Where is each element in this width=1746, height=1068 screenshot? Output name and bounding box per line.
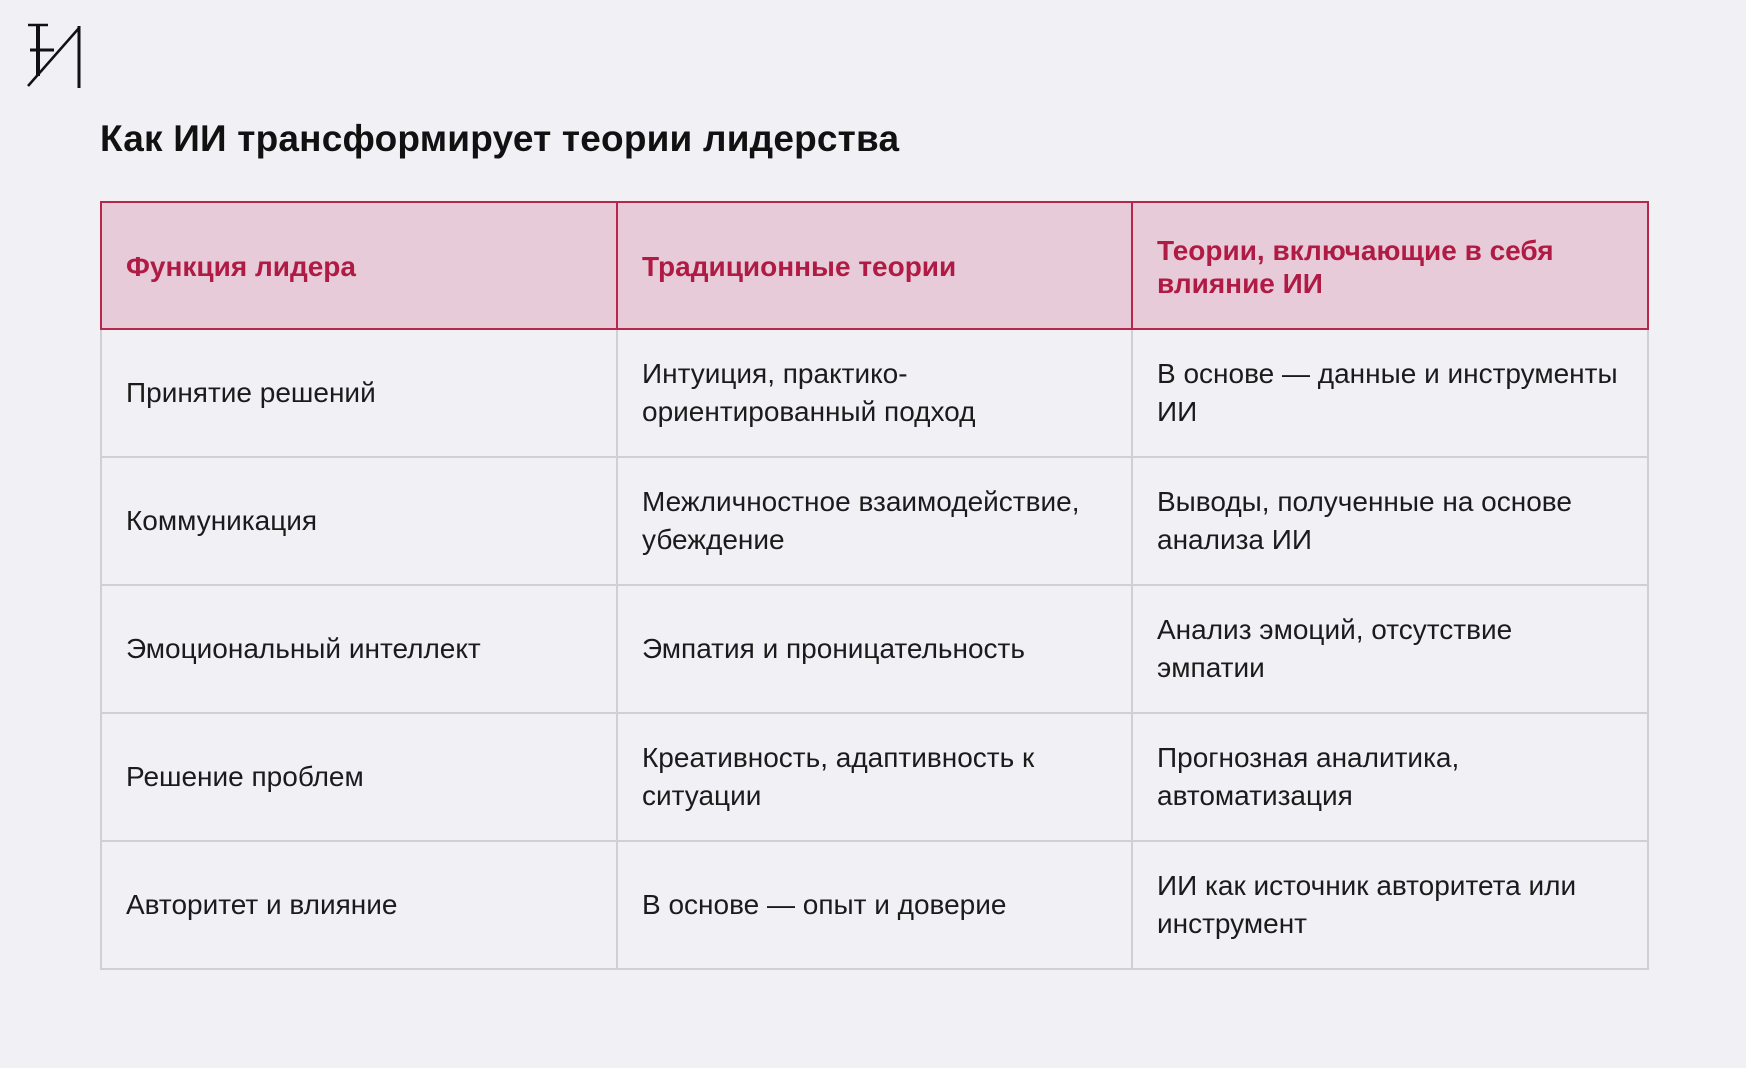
table-cell-function: Авторитет и влияние: [101, 841, 617, 969]
table-cell-traditional: Креативность, адаптивность к ситуации: [617, 713, 1132, 841]
table-cell-ai: Анализ эмоций, отсутствие эмпатии: [1132, 585, 1648, 713]
comparison-table-container: [100, 201, 1647, 970]
table-row: [101, 457, 1648, 585]
column-header-ai-theories: Теории, включающие в себя влияние ИИ: [1132, 202, 1648, 329]
table-cell-ai: Выводы, полученные на основе анализа ИИ: [1132, 457, 1648, 585]
brand-monogram-logo-icon: [24, 22, 88, 92]
table-cell-function: Принятие решений: [101, 329, 617, 457]
table-cell-function: Коммуникация: [101, 457, 617, 585]
table-cell-function: Решение проблем: [101, 713, 617, 841]
brand-logo: [24, 22, 88, 92]
table-row: [101, 329, 1648, 457]
column-header-traditional-theories: Традиционные теории: [617, 202, 1132, 329]
table-cell-ai: Прогнозная аналитика, автоматизация: [1132, 713, 1648, 841]
table-cell-traditional: Эмпатия и проницательность: [617, 585, 1132, 713]
table-cell-traditional: Межличностное взаимодействие, убеждение: [617, 457, 1132, 585]
table-row: [101, 713, 1648, 841]
table-row: [101, 841, 1648, 969]
table-row: [101, 585, 1648, 713]
table-cell-ai: ИИ как источник авторитета или инструмент: [1132, 841, 1648, 969]
page-title: Как ИИ трансформирует теории лидерства: [100, 118, 900, 159]
table-cell-traditional: В основе — опыт и доверие: [617, 841, 1132, 969]
table-body: [101, 329, 1648, 969]
table-header-row: [101, 202, 1648, 329]
table-cell-function: Эмоциональный интеллект: [101, 585, 617, 713]
table-header: [101, 202, 1648, 329]
column-header-leader-function: Функция лидера: [101, 202, 617, 329]
table-cell-ai: В основе — данные и инструменты ИИ: [1132, 329, 1648, 457]
comparison-table: [100, 201, 1649, 970]
table-cell-traditional: Интуиция, практико-ориентированный подход: [617, 329, 1132, 457]
